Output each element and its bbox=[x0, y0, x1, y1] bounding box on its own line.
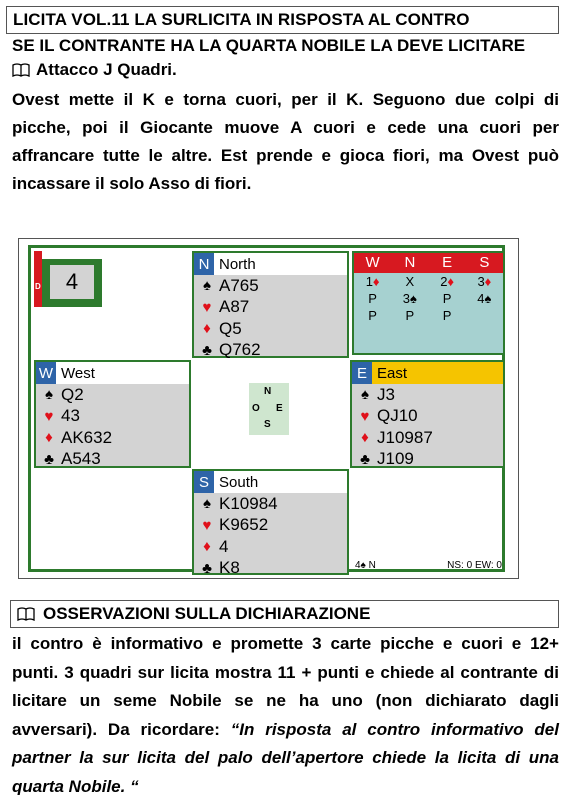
auction-bid: P bbox=[442, 308, 452, 323]
east-clubs: J109 bbox=[377, 449, 414, 469]
observations-header bbox=[10, 600, 559, 628]
diamond-icon: ♦ bbox=[203, 538, 211, 556]
auction-row bbox=[354, 307, 503, 324]
auction-bid: 3♦ bbox=[477, 274, 492, 289]
observations-plain: il contro è informativo e promette 3 carte picche e cuori e 12+ punti. 3 quadri sur licita mostra 11 + punti e chiede al contrante di licitare un seme Nobile se ne ha uno (non dichiarato dagli avversari). Da ricordare: bbox=[12, 634, 559, 739]
spade-icon: ♠ bbox=[361, 386, 369, 404]
south-diamonds: 4 bbox=[219, 536, 229, 556]
spade-icon: ♠ bbox=[45, 386, 53, 404]
auction-header-e: E bbox=[442, 254, 453, 271]
dealer-letter: D bbox=[35, 282, 41, 291]
heart-icon: ♥ bbox=[360, 407, 370, 425]
contract-label: 4♠ N bbox=[355, 560, 376, 571]
observations-title: OSSERVAZIONI SULLA DICHIARAZIONE bbox=[43, 604, 371, 623]
club-icon: ♣ bbox=[202, 559, 212, 577]
board-table bbox=[28, 245, 505, 578]
north-name: North bbox=[219, 255, 256, 273]
auction-header-n: N bbox=[404, 254, 416, 271]
south-spades: K10984 bbox=[219, 493, 278, 513]
auction-bid: 1♦ bbox=[365, 274, 380, 289]
north-spades: A765 bbox=[219, 275, 259, 295]
south-hand bbox=[192, 469, 349, 578]
auction-row bbox=[354, 290, 503, 307]
club-icon: ♣ bbox=[360, 450, 370, 468]
west-spades: Q2 bbox=[61, 384, 84, 404]
diamond-icon: ♦ bbox=[203, 320, 211, 338]
west-hearts: 43 bbox=[61, 406, 80, 426]
compass-s: S bbox=[264, 419, 271, 430]
score-label: NS: 0 EW: 0 bbox=[447, 560, 502, 571]
south-name: South bbox=[219, 473, 259, 491]
seat-badge-west: W bbox=[36, 362, 56, 384]
seat-badge-east: E bbox=[352, 362, 372, 384]
auction-header-w: W bbox=[365, 254, 380, 271]
auction-bid: P bbox=[368, 308, 377, 323]
spade-icon: ♠ bbox=[203, 277, 211, 295]
north-clubs: Q762 bbox=[219, 340, 261, 360]
compass-o: O bbox=[252, 403, 260, 414]
west-name: West bbox=[61, 364, 95, 382]
auction-row bbox=[354, 273, 503, 290]
auction-bid: 4♠ bbox=[477, 291, 492, 306]
auction-bid: 2♦ bbox=[440, 274, 455, 289]
auction-bid: P bbox=[405, 308, 415, 323]
east-spades: J3 bbox=[377, 384, 395, 404]
east-hand bbox=[350, 360, 505, 468]
observations-text bbox=[12, 630, 559, 795]
contract-status bbox=[352, 560, 505, 572]
auction-bid: P bbox=[442, 291, 452, 306]
north-hand bbox=[192, 251, 349, 358]
heart-icon: ♥ bbox=[202, 516, 212, 534]
auction-bid: 3♠ bbox=[402, 291, 417, 306]
west-diamonds: AK632 bbox=[61, 427, 113, 447]
west-clubs: A543 bbox=[61, 449, 101, 469]
auction-table bbox=[352, 251, 505, 355]
spade-icon: ♠ bbox=[203, 495, 211, 513]
diamond-icon: ♦ bbox=[361, 429, 369, 447]
auction-bid bbox=[466, 307, 503, 324]
club-icon: ♣ bbox=[202, 341, 212, 359]
page-subtitle: SE IL CONTRANTE HA LA QUARTA NOBILE LA DEVE LICITARE bbox=[12, 36, 526, 55]
east-diamonds: J10987 bbox=[377, 427, 433, 447]
compass-icon bbox=[249, 383, 289, 435]
north-hearts: A87 bbox=[219, 297, 250, 317]
book-icon bbox=[17, 607, 35, 621]
east-hearts: QJ10 bbox=[377, 406, 418, 426]
seat-badge-south: S bbox=[194, 471, 214, 493]
compass-e: E bbox=[276, 403, 283, 414]
auction-bid: P bbox=[368, 291, 377, 306]
lead-text: Attacco J Quadri. bbox=[36, 60, 177, 79]
south-clubs: K8 bbox=[219, 558, 240, 578]
club-icon: ♣ bbox=[44, 450, 54, 468]
west-hand bbox=[34, 360, 191, 468]
heart-icon: ♥ bbox=[44, 407, 54, 425]
board-number: 4 bbox=[50, 265, 94, 299]
dealer-indicator bbox=[34, 251, 110, 307]
auction-header-s: S bbox=[479, 254, 490, 271]
north-diamonds: Q5 bbox=[219, 318, 242, 338]
bridge-diagram bbox=[18, 238, 519, 579]
page-title: LICITA VOL.11 LA SURLICITA IN RISPOSTA AL CONTRO bbox=[6, 6, 559, 34]
east-name: East bbox=[377, 364, 408, 382]
diamond-icon: ♦ bbox=[45, 429, 53, 447]
compass-n: N bbox=[264, 386, 272, 397]
heart-icon: ♥ bbox=[202, 298, 212, 316]
auction-bid: X bbox=[405, 274, 415, 289]
book-icon bbox=[12, 63, 30, 77]
play-description: Ovest mette il K e torna cuori, per il K. Seguono due colpi di picche, poi il Giocante muove A cuori e cede una cuori per affrancare tutte le altre. Est prende e gioca fiori, ma Ovest può incassare il solo Asso di fiori. bbox=[12, 90, 559, 193]
lead-line bbox=[12, 60, 177, 80]
observations-quote: “In risposta al contro informativo del partner la sur licita del palo dell’apertore chiede la licita di una quarta Nobile. “ bbox=[12, 719, 559, 795]
south-hearts: K9652 bbox=[219, 515, 269, 535]
seat-badge-north: N bbox=[194, 253, 214, 275]
